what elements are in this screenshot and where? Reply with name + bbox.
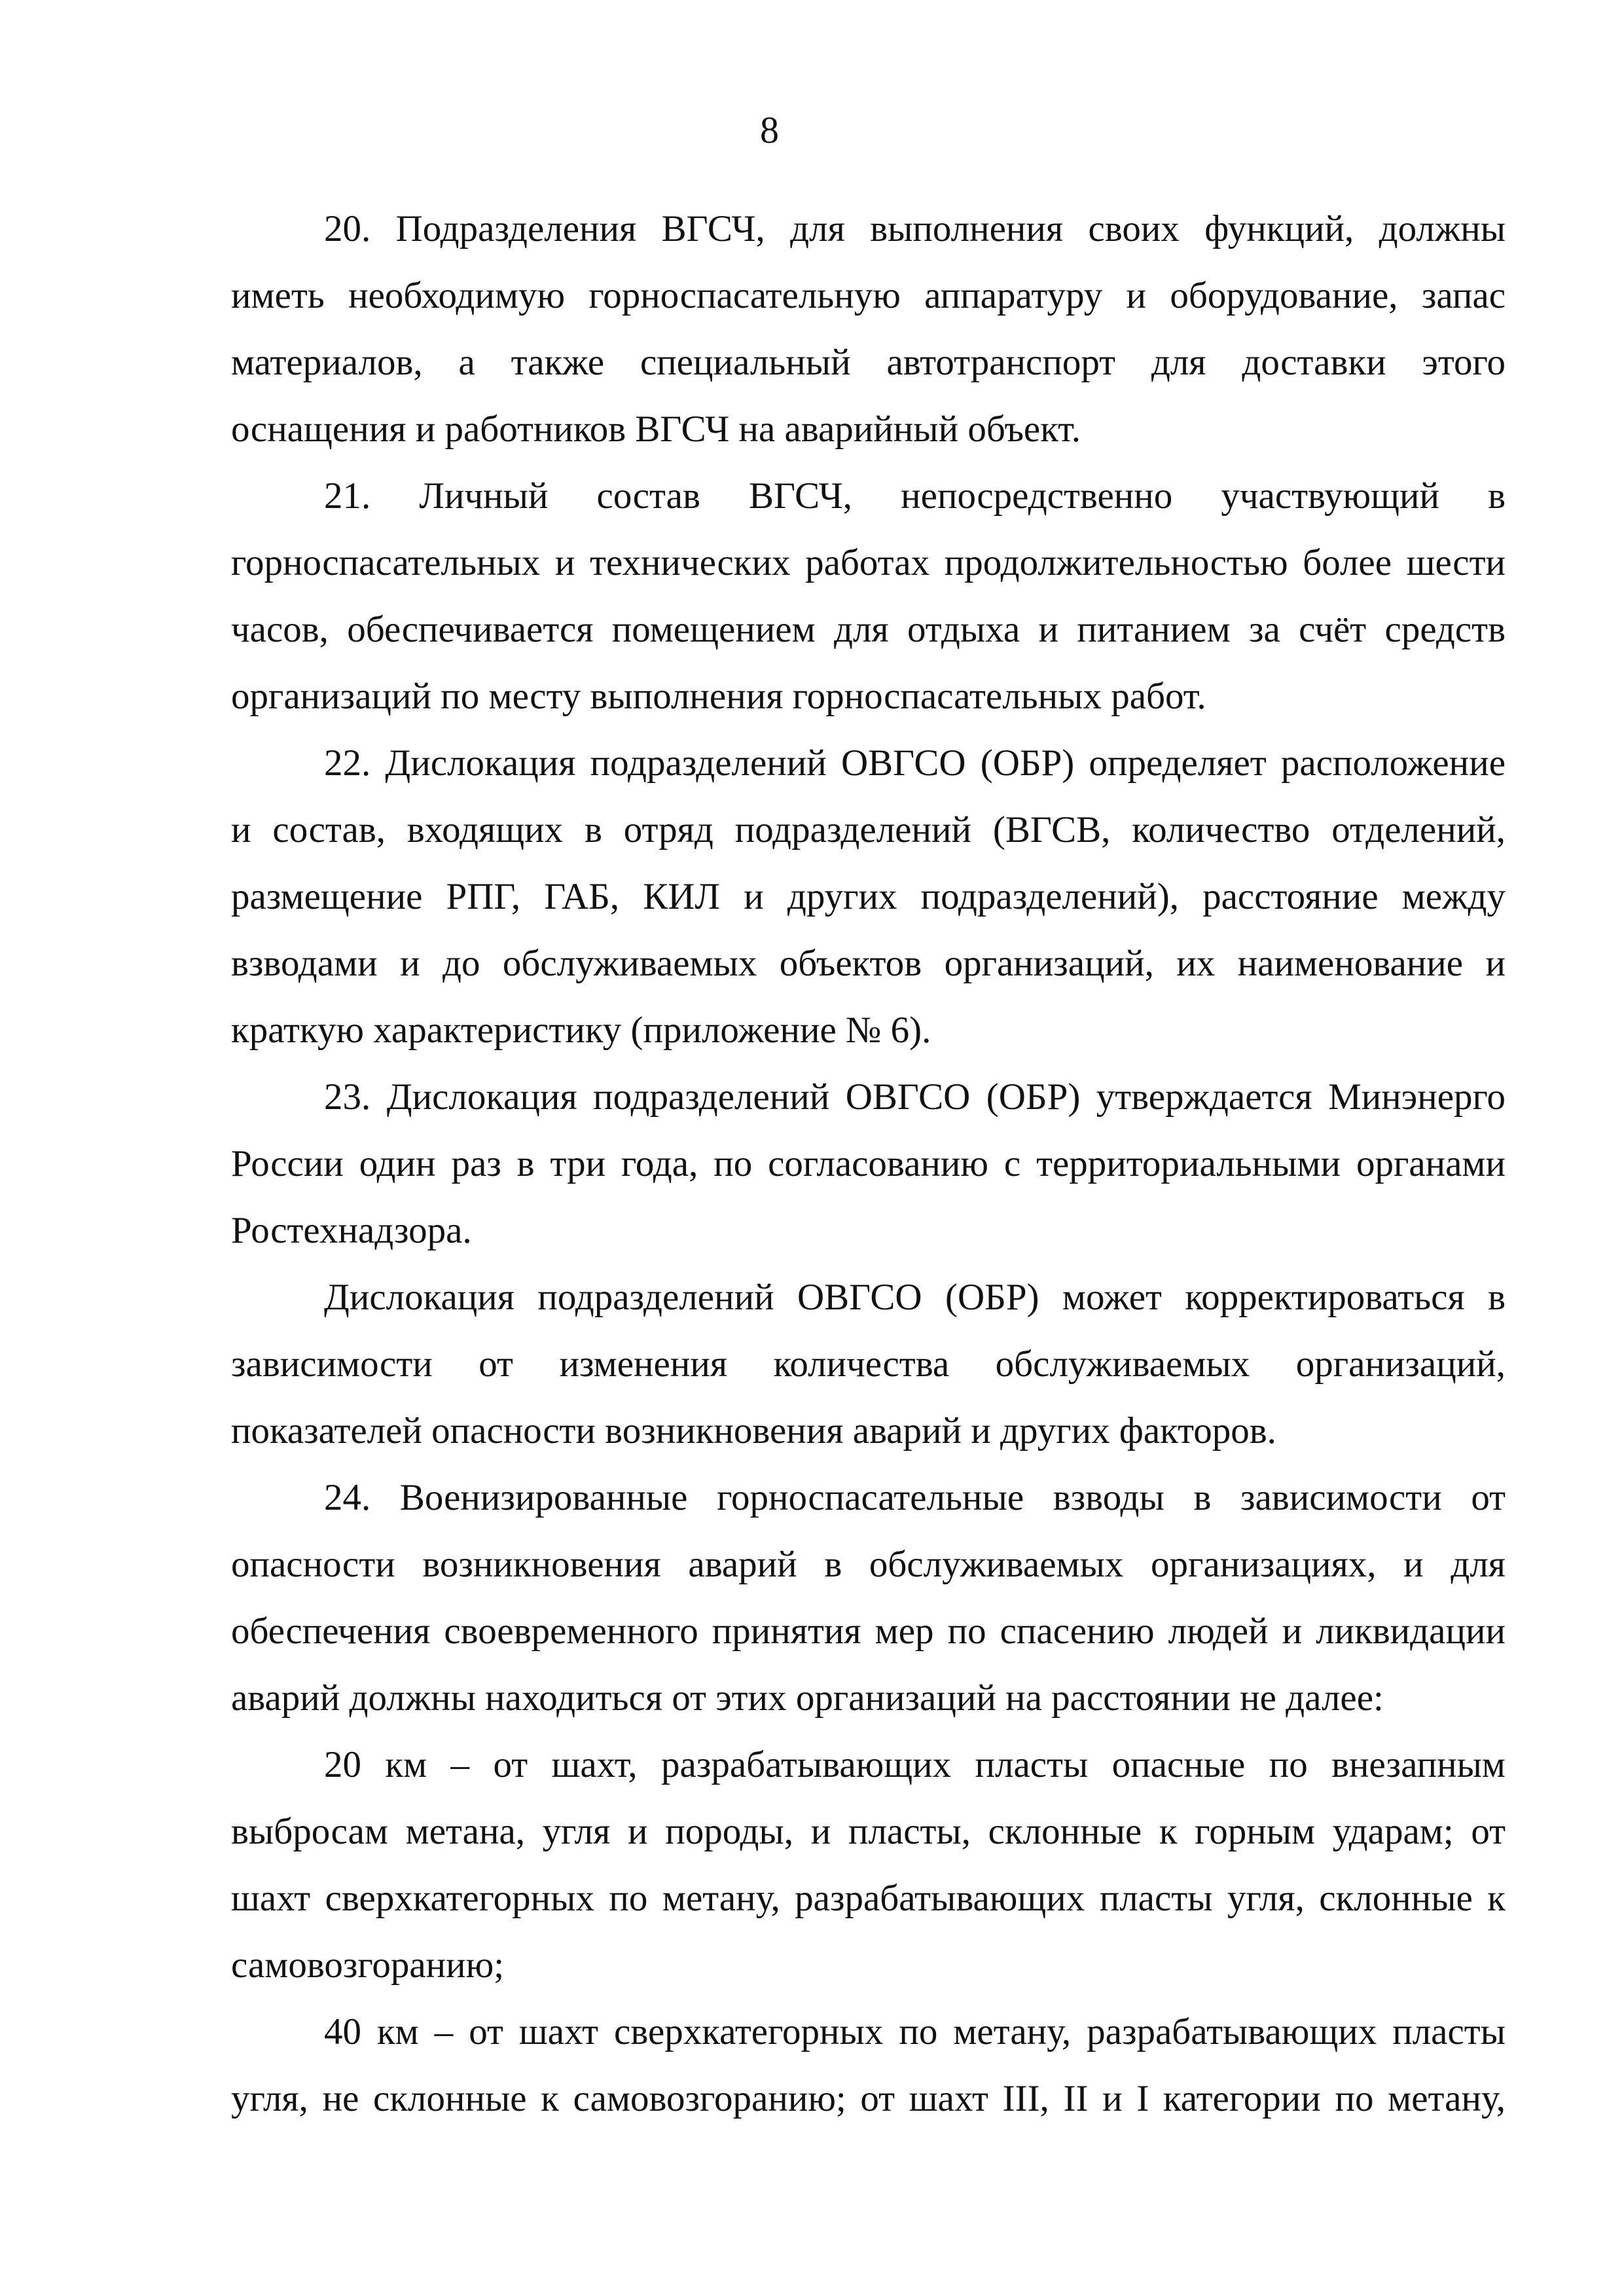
text-line: 23. Дислокация подразделений ОВГСО (ОБР) утверждается Минэнерго (324, 1076, 1506, 1118)
paragraph (231, 470, 1506, 737)
text-line: угля, не склонные к самовозгоранию; от шахт III, II и I категории по метану, (231, 2078, 1506, 2119)
text-line: 20 км – от шахт, разрабатывающих пласты опасные по внезапным (324, 1744, 1506, 1785)
text-line: зависимости от изменения количества обслуживаемых организаций, (231, 1343, 1506, 1385)
text-line: горноспасательных и технических работах продолжительностью более шести (231, 542, 1506, 583)
text-line: организаций по месту выполнения горноспасательных работ. (231, 676, 1206, 717)
text-line: России один раз в три года, по согласованию с территориальными органами (231, 1143, 1506, 1184)
paragraph (231, 1472, 1506, 1739)
text-line: Ростехнадзора. (231, 1210, 472, 1251)
text-line: размещение РПГ, ГАБ, КИЛ и других подразделений), расстояние между (231, 876, 1506, 917)
paragraph (231, 203, 1506, 470)
paragraph (231, 1271, 1506, 1472)
text-line: взводами и до обслуживаемых объектов организаций, их наименование и (231, 943, 1506, 984)
text-line: 40 км – от шахт сверхкатегорных по метану, разрабатывающих пласты (324, 2011, 1506, 2052)
paragraph (231, 2006, 1506, 2140)
text-line: 24. Военизированные горноспасательные взводы в зависимости от (324, 1477, 1506, 1518)
text-line: иметь необходимую горноспасательную аппаратуру и оборудование, запас (231, 275, 1506, 316)
text-line: и состав, входящих в отряд подразделений (ВГСВ, количество отделений, (231, 809, 1506, 850)
text-line: 20. Подразделения ВГСЧ, для выполнения своих функций, должны (324, 208, 1506, 249)
text-line: шахт сверхкатегорных по метану, разрабатывающих пласты угля, склонные к (231, 1878, 1506, 1919)
text-line: Дислокация подразделений ОВГСО (ОБР) может корректироваться в (324, 1277, 1506, 1318)
text-line: краткую характеристику (приложение № 6). (231, 1010, 931, 1051)
text-line: 21. Личный состав ВГСЧ, непосредственно участвующий в (324, 475, 1506, 517)
document-body (231, 203, 1506, 2140)
text-line: самовозгоранию; (231, 1944, 505, 1986)
text-line: 22. Дислокация подразделений ОВГСО (ОБР) определяет расположение (324, 742, 1506, 784)
text-line: часов, обеспечивается помещением для отдыха и питанием за счёт средств (231, 609, 1506, 650)
text-line: показателей опасности возникновения аварий и других факторов. (231, 1410, 1276, 1451)
page-number: 8 (760, 109, 779, 151)
text-line: аварий должны находиться от этих организаций на расстоянии не далее: (231, 1677, 1384, 1719)
paragraph (231, 1739, 1506, 2006)
text-line: опасности возникновения аварий в обслуживаемых организациях, и для (231, 1544, 1506, 1585)
text-line: оснащения и работников ВГСЧ на аварийный объект. (231, 409, 1081, 450)
paragraph (231, 1071, 1506, 1271)
text-line: выбросам метана, угля и породы, и пласты, склонные к горным ударам; от (231, 1811, 1506, 1852)
paragraph (231, 737, 1506, 1071)
text-line: материалов, а также специальный автотранспорт для доставки этого (231, 342, 1506, 383)
text-line: обеспечения своевременного принятия мер по спасению людей и ликвидации (231, 1611, 1506, 1652)
